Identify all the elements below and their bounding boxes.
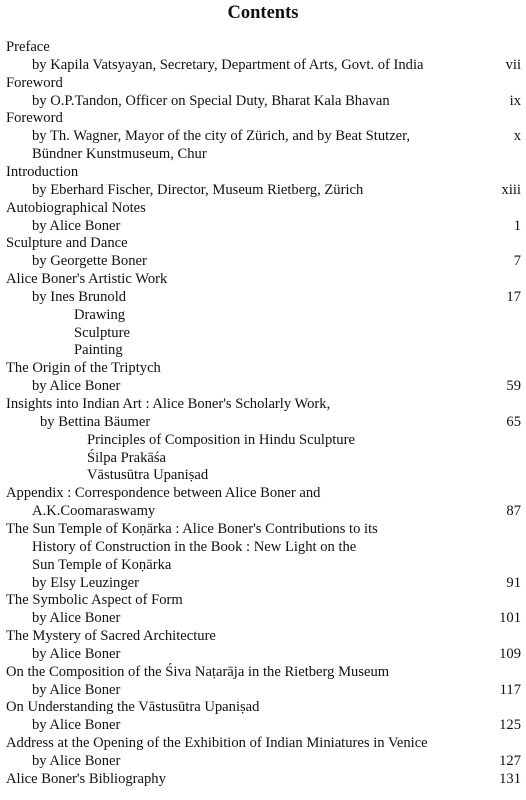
toc-page-number: 65 bbox=[506, 413, 521, 430]
toc-entry-text: Introduction bbox=[6, 163, 79, 180]
toc-page-number: 117 bbox=[499, 681, 521, 698]
toc-entry bbox=[0, 752, 526, 770]
toc-entry-text: by O.P.Tandon, Officer on Special Duty, Bharat Kala Bhavan bbox=[32, 92, 390, 109]
toc-entry-text: Alice Boner's Artistic Work bbox=[6, 271, 168, 288]
toc-entry-text: Sculpture bbox=[74, 324, 130, 341]
toc-entry bbox=[0, 341, 526, 359]
toc-entry-text: Principles of Composition in Hindu Sculpture bbox=[87, 431, 355, 448]
toc-entry-text: The Mystery of Sacred Architecture bbox=[6, 628, 216, 645]
toc-entry bbox=[0, 413, 526, 431]
toc-entry bbox=[0, 74, 526, 92]
toc-entry-text: Alice Boner's Bibliography bbox=[6, 770, 166, 787]
toc-entry bbox=[0, 163, 526, 181]
toc-entry bbox=[0, 538, 526, 556]
toc-entry bbox=[0, 252, 526, 270]
toc-entry-text: Foreword bbox=[6, 74, 63, 91]
toc-entry bbox=[0, 591, 526, 609]
toc-entry-text: On Understanding the Vāstusūtra Upaniṣad bbox=[6, 699, 260, 716]
toc-page-number: 109 bbox=[499, 645, 521, 662]
toc-entry-text: by Alice Boner bbox=[32, 645, 121, 662]
toc-entry bbox=[0, 770, 526, 788]
toc-entry-text: by Elsy Leuzinger bbox=[32, 574, 139, 591]
toc-entry bbox=[0, 520, 526, 538]
toc-entry bbox=[0, 574, 526, 592]
toc-entry-text: Insights into Indian Art : Alice Boner's Scholarly Work, bbox=[6, 396, 331, 412]
toc-entry-text: by Alice Boner bbox=[32, 217, 121, 234]
toc-page-number: ix bbox=[509, 92, 521, 109]
toc-page-number: x bbox=[513, 128, 521, 145]
toc-entry-text: Appendix : Correspondence between Alice Boner and bbox=[6, 485, 321, 502]
toc-entry bbox=[0, 109, 526, 127]
toc-entry bbox=[0, 56, 526, 74]
toc-entry bbox=[0, 449, 526, 467]
toc-page-number: 1 bbox=[513, 217, 521, 234]
toc-entry-text: Foreword bbox=[6, 110, 63, 127]
toc-page-number: 101 bbox=[499, 610, 521, 627]
toc-page-number: vii bbox=[505, 56, 521, 73]
toc-entry-text: by Eberhard Fischer, Director, Museum Rietberg, Zürich bbox=[32, 181, 364, 198]
toc-entry bbox=[0, 270, 526, 288]
toc-entry-text: A.K.Coomaraswamy bbox=[32, 503, 156, 520]
toc-entry-text: by Th. Wagner, Mayor of the city of Zürich, and by Beat Stutzer, bbox=[32, 128, 411, 145]
toc-entry bbox=[0, 199, 526, 217]
toc-entry bbox=[0, 556, 526, 574]
toc-entry-text: Bündner Kunstmuseum, Chur bbox=[32, 146, 207, 163]
toc-entry bbox=[0, 484, 526, 502]
toc-entry-text: History of Construction in the Book : New Light on the bbox=[32, 538, 357, 555]
toc-entry bbox=[0, 466, 526, 484]
toc-entry-text: Preface bbox=[6, 39, 50, 55]
toc-entry-text: Autobiographical Notes bbox=[6, 199, 146, 216]
toc-entry-text: by Alice Boner bbox=[32, 717, 121, 734]
toc-page-number: 59 bbox=[506, 378, 521, 395]
toc-entry-text: Drawing bbox=[74, 306, 126, 323]
toc-entry bbox=[0, 609, 526, 627]
toc-entry bbox=[0, 324, 526, 342]
toc-entry-text: Sculpture and Dance bbox=[6, 235, 128, 252]
toc-entry bbox=[0, 681, 526, 699]
toc-page-number: 127 bbox=[499, 753, 521, 769]
toc-page-number: 7 bbox=[513, 253, 521, 270]
toc-entry-text: by Ines Brunold bbox=[32, 288, 127, 305]
toc-entry-text: by Alice Boner bbox=[32, 378, 121, 395]
page-title: Contents bbox=[227, 3, 299, 23]
toc-entry bbox=[0, 359, 526, 377]
toc-entry bbox=[0, 663, 526, 681]
toc-entry-text: Painting bbox=[74, 342, 123, 359]
toc-page-number: 91 bbox=[506, 574, 521, 591]
toc-entry bbox=[0, 181, 526, 199]
toc-entry-text: by Alice Boner bbox=[32, 681, 121, 698]
toc-entry-text: Sun Temple of Koṇārka bbox=[32, 556, 172, 573]
toc-entry bbox=[0, 217, 526, 235]
toc-entry bbox=[0, 734, 526, 752]
toc-page-number: 17 bbox=[506, 288, 521, 305]
toc-entry-text: The Symbolic Aspect of Form bbox=[6, 592, 183, 609]
toc-entry bbox=[0, 716, 526, 734]
toc-entry bbox=[0, 127, 526, 145]
toc-entry-text: by Kapila Vatsyayan, Secretary, Department of Arts, Govt. of India bbox=[32, 56, 424, 73]
toc-entry-text: by Georgette Boner bbox=[32, 253, 147, 270]
toc-entry bbox=[0, 145, 526, 163]
toc-entry bbox=[0, 431, 526, 449]
toc-entry-text: Address at the Opening of the Exhibition of Indian Miniatures in Venice bbox=[6, 735, 428, 752]
toc-entry-text: On the Composition of the Śiva Naṭarāja in the Rietberg Museum bbox=[6, 663, 390, 680]
toc-entry bbox=[0, 234, 526, 252]
toc-entry bbox=[0, 645, 526, 663]
toc-entry-text: by Alice Boner bbox=[32, 610, 121, 627]
toc-entry-text: Vāstusūtra Upaniṣad bbox=[87, 467, 209, 484]
toc-page-number: xiii bbox=[501, 181, 521, 198]
toc-page-number: 87 bbox=[506, 503, 521, 520]
toc-page-number: 125 bbox=[499, 717, 521, 734]
toc-entry bbox=[0, 288, 526, 306]
toc-entry-text: The Sun Temple of Koṇārka : Alice Boner's Contributions to its bbox=[6, 520, 378, 537]
toc-entry bbox=[0, 698, 526, 716]
toc-entry bbox=[0, 395, 526, 413]
toc-entry-text: The Origin of the Triptych bbox=[6, 360, 161, 377]
toc-entry bbox=[0, 92, 526, 110]
toc-entry-text: Śilpa Prakāśa bbox=[87, 449, 167, 466]
toc-entry-text: by Bettina Bäumer bbox=[40, 413, 151, 430]
toc-entry bbox=[0, 627, 526, 645]
toc-entry bbox=[0, 502, 526, 520]
toc-entry bbox=[0, 306, 526, 324]
toc-page-number: 131 bbox=[499, 770, 521, 787]
toc-entry-text: by Alice Boner bbox=[32, 753, 121, 769]
toc-entry bbox=[0, 377, 526, 395]
toc-entry bbox=[0, 38, 526, 56]
